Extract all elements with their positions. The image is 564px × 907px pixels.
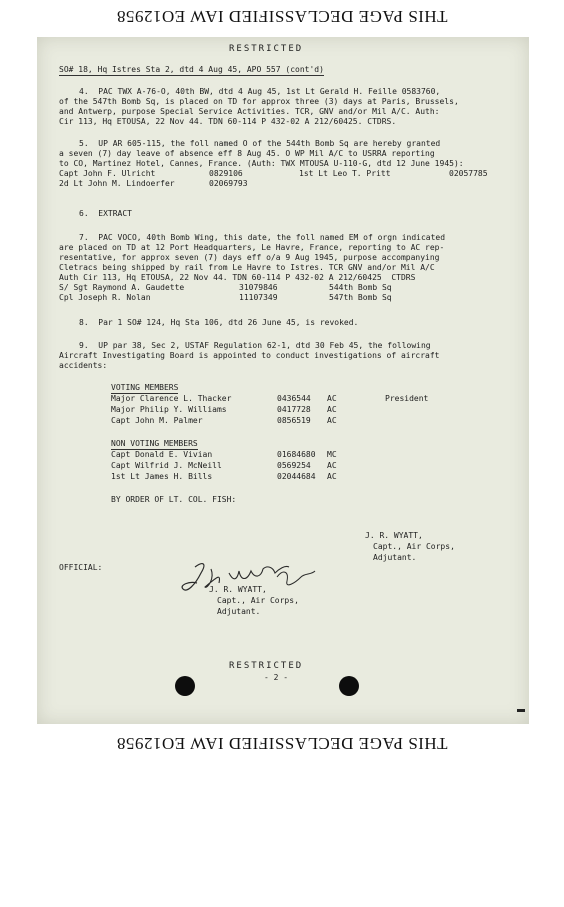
para-9-line: Aircraft Investigating Board is appointed to conduct investigations of aircraft — [59, 351, 440, 360]
leave-serial: 02069793 — [209, 179, 248, 188]
para-5-line: a seven (7) day leave of absence eff 8 Aug 45. O WP Mil A/C to USRRA reporting — [59, 149, 435, 158]
member-name: Major Clarence L. Thacker — [111, 394, 232, 403]
voting-members-header: VOTING MEMBERS — [111, 383, 179, 392]
signer-name: J. R. WYATT, — [365, 531, 423, 540]
para-7-line: Cletracs being shipped by rail from Le Havre to Istres. TCR GNV and/or Mil A/C — [59, 263, 435, 272]
member-branch: AC — [327, 416, 337, 425]
member-serial: 0436544 — [277, 394, 311, 403]
member-branch: AC — [327, 394, 337, 403]
para-9-line: 9. UP par 38, Sec 2, USTAF Regulation 62-1, dtd 30 Feb 45, the following — [79, 341, 431, 350]
by-order-line: BY ORDER OF LT. COL. FISH: — [111, 495, 237, 504]
restricted-footer: RESTRICTED — [229, 661, 304, 671]
member-branch: AC — [327, 472, 337, 481]
para-7-line: are placed on TD at 12 Port Headquarters, Le Havre, France, reporting to AC rep- — [59, 243, 445, 252]
member-branch: MC — [327, 450, 337, 459]
para-7-line: Auth Cir 113, Hq ETOUSA, 22 Nov 44. TDN 60-114 P 432-02 A 212/60425 CTDRS — [59, 273, 416, 282]
member-name: Capt Wilfrid J. McNeill — [111, 461, 222, 470]
para-4-line: 4. PAC TWX A-76-O, 40th BW, dtd 4 Aug 45, 1st Lt Gerald H. Feille 0583760, — [79, 87, 441, 96]
declassified-stamp-top: THIS PAGE DECLASSIFIED IAW EO12958 — [116, 7, 448, 26]
para-8: 8. Par 1 SO# 124, Hq Sta 106, dtd 26 June 45, is revoked. — [79, 318, 359, 327]
nonvoting-members-header: NON VOTING MEMBERS — [111, 439, 198, 448]
leave-serial: 0829106 — [209, 169, 243, 178]
member-name: Capt Donald E. Vivian — [111, 450, 213, 459]
td-serial: 11107349 — [239, 293, 278, 302]
member-serial: 02044684 — [277, 472, 316, 481]
member-serial: 0856519 — [277, 416, 311, 425]
declassified-stamp-bottom: THIS PAGE DECLASSIFIED IAW EO12958 — [116, 734, 448, 753]
td-unit: 544th Bomb Sq — [329, 283, 392, 292]
member-role: President — [385, 394, 429, 403]
leave-serial: 02057785 — [449, 169, 488, 178]
member-branch: AC — [327, 405, 337, 414]
punch-hole — [175, 676, 195, 696]
handwritten-signature — [177, 559, 327, 599]
punch-hole — [339, 676, 359, 696]
restricted-header: RESTRICTED — [229, 44, 304, 54]
signer-title: Capt., Air Corps, — [373, 542, 455, 551]
para-5-line: to CO, Martinez Hotel, Cannes, France. (Auth: TWX MTOUSA U-110-G, dtd 12 June 1945): — [59, 159, 464, 168]
para-7-line: 7. PAC VOCO, 40th Bomb Wing, this date, the foll named EM of orgn indicated — [79, 233, 446, 242]
member-serial: 0417728 — [277, 405, 311, 414]
para-5-line: 5. UP AR 605-115, the foll named O of the 544th Bomb Sq are hereby granted — [79, 139, 441, 148]
td-name: S/ Sgt Raymond A. Gaudette — [59, 283, 185, 292]
leave-name: 1st Lt Leo T. Pritt — [299, 169, 391, 178]
document-page — [37, 37, 529, 724]
leave-name: 2d Lt John M. Lindoerfer — [59, 179, 175, 188]
para-4-line: and Antwerp, purpose Special Service Activities. TCR, GNV and/or Mil A/C. Auth: — [59, 107, 440, 116]
para-4-line: of the 547th Bomb Sq, is placed on TD for approx three (3) days at Paris, Brussels, — [59, 97, 459, 106]
official-signer-role: Adjutant. — [217, 607, 261, 616]
member-name: 1st Lt James H. Bills — [111, 472, 213, 481]
page-number: - 2 - — [264, 673, 289, 682]
member-name: Major Philip Y. Williams — [111, 405, 227, 414]
para-6: 6. EXTRACT — [79, 209, 132, 218]
para-7-line: resentative, for approx seven (7) days eff o/a 9 Aug 1945, purpose accompanying — [59, 253, 440, 262]
td-serial: 31079846 — [239, 283, 278, 292]
edge-mark — [517, 709, 525, 712]
order-reference: SO# 18, Hq Istres Sta 2, dtd 4 Aug 45, APO 557 (cont'd) — [59, 65, 324, 74]
official-signer-title: Capt., Air Corps, — [217, 596, 299, 605]
td-name: Cpl Joseph R. Nolan — [59, 293, 151, 302]
signer-role: Adjutant. — [373, 553, 417, 562]
leave-name: Capt John F. Ulricht — [59, 169, 156, 178]
member-name: Capt John M. Palmer — [111, 416, 203, 425]
para-4-line: Cir 113, Hq ETOUSA, 22 Nov 44. TDN 60-114 P 432-02 A 212/60425. CTDRS. — [59, 117, 397, 126]
member-serial: 0569254 — [277, 461, 311, 470]
official-label: OFFICIAL: — [59, 563, 103, 572]
para-9-line: accidents: — [59, 361, 108, 370]
member-branch: AC — [327, 461, 337, 470]
official-signer-name: J. R. WYATT, — [209, 585, 267, 594]
document-text — [59, 37, 519, 907]
td-unit: 547th Bomb Sq — [329, 293, 392, 302]
member-serial: 01684680 — [277, 450, 316, 459]
